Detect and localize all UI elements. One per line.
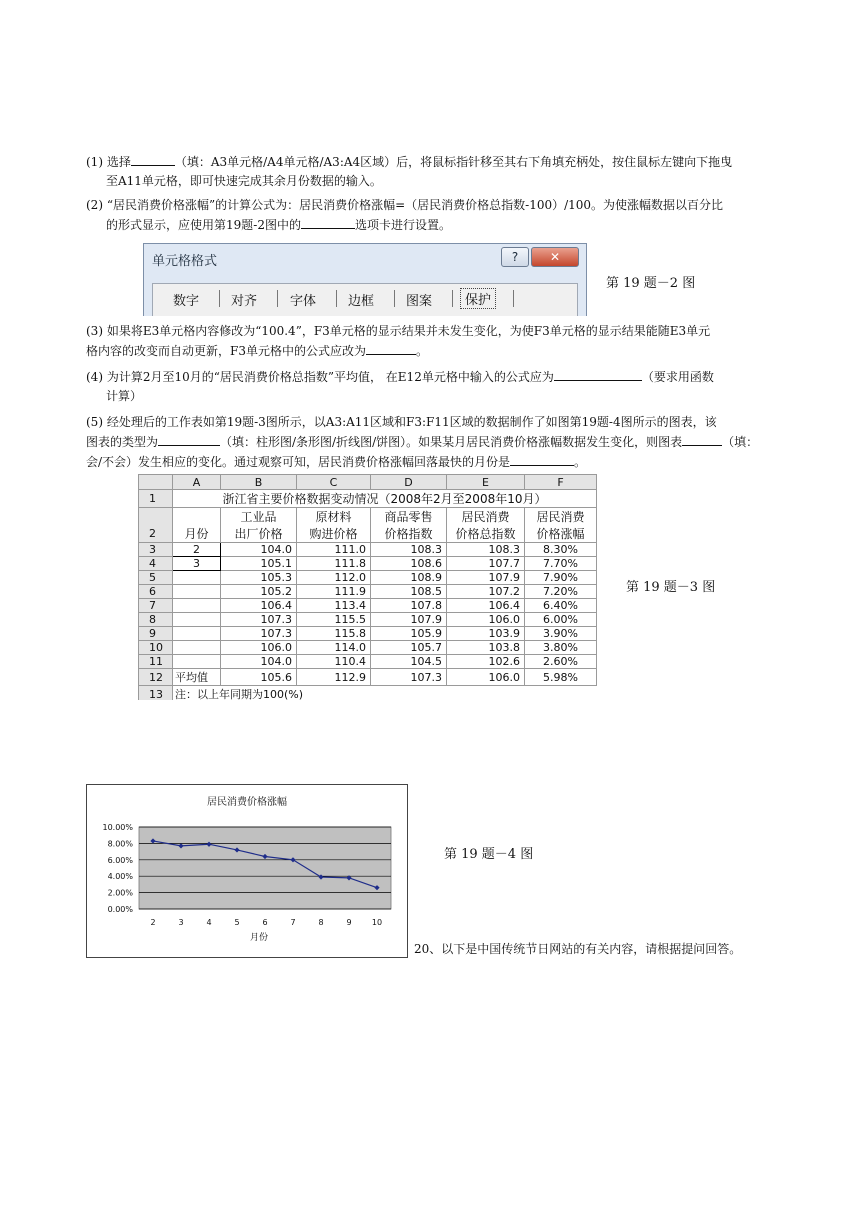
header-cell[interactable]: 价格指数 [371, 525, 447, 543]
value-cell[interactable]: 115.8 [297, 627, 371, 641]
row-header[interactable] [139, 508, 173, 526]
header-cell[interactable]: 原材料 [297, 508, 371, 526]
value-cell[interactable]: 114.0 [297, 641, 371, 655]
table-row [139, 655, 597, 669]
percent-cell[interactable]: 2.60% [525, 655, 597, 669]
value-cell[interactable]: 105.7 [371, 641, 447, 655]
value-cell[interactable]: 106.0 [447, 613, 525, 627]
value-cell[interactable]: 104.5 [371, 655, 447, 669]
value-cell[interactable]: 105.2 [221, 585, 297, 599]
y-tick-label: 4.00% [107, 872, 133, 882]
value-cell[interactable]: 108.6 [371, 557, 447, 571]
row-header[interactable]: 7 [139, 599, 173, 613]
column-header[interactable]: F [525, 475, 597, 490]
table-row [139, 627, 597, 641]
q1-text-a: (1) 选择 [86, 155, 131, 169]
percent-cell[interactable]: 7.70% [525, 557, 597, 571]
header-cell[interactable]: 价格总指数 [447, 525, 525, 543]
header-cell[interactable]: 出厂价格 [221, 525, 297, 543]
value-cell[interactable]: 112.0 [297, 571, 371, 585]
percent-cell[interactable]: 3.80% [525, 641, 597, 655]
dialog-tab-bar [152, 283, 578, 316]
question-1 [86, 152, 786, 191]
tab-divider [219, 290, 220, 307]
q5-text-e: 会/不会）发生相应的变化。通过观察可知，居民消费价格涨幅回落最快的月份是 [86, 455, 511, 469]
percent-cell[interactable]: 8.30% [525, 543, 597, 557]
q3-text-a: (3) 如果将E3单元格内容修改为“100.4”，F3单元格的显示结果并未发生变化，为使F3单元格的显示结果能随E3单元 [86, 324, 711, 338]
value-cell[interactable]: 108.5 [371, 585, 447, 599]
answer-blank-6[interactable] [682, 432, 722, 446]
header-cell[interactable]: 居民消费 [447, 508, 525, 526]
q5-text-a: (5) 经处理后的工作表如第19题-3图所示，以A3:A11区域和F3:F11区域的数据制作了如图第19题-4图所示的图表，该 [86, 415, 717, 429]
q2-text-a: (2) “居民消费价格涨幅”的计算公式为：居民消费价格涨幅=（居民消费价格总指数-100）/100。为使涨幅数据以百分比 [86, 198, 724, 212]
value-cell[interactable]: 105.3 [221, 571, 297, 585]
price-table [138, 474, 597, 700]
help-button[interactable]: ? [501, 247, 529, 267]
header-cell[interactable]: 价格涨幅 [525, 525, 597, 543]
corner-cell[interactable] [139, 475, 173, 490]
value-cell[interactable]: 105.1 [221, 557, 297, 571]
value-cell[interactable]: 107.3 [221, 627, 297, 641]
percent-cell[interactable]: 3.90% [525, 627, 597, 641]
value-cell[interactable]: 105.9 [371, 627, 447, 641]
value-cell[interactable]: 108.9 [371, 571, 447, 585]
x-tick-label: 10 [371, 918, 383, 927]
x-tick-label: 5 [234, 918, 240, 927]
percent-cell[interactable]: 7.20% [525, 585, 597, 599]
x-tick-label: 6 [262, 918, 268, 927]
month-cell[interactable] [173, 627, 221, 641]
value-cell[interactable]: 108.3 [447, 543, 525, 557]
value-cell[interactable]: 107.3 [371, 669, 447, 686]
value-cell[interactable]: 107.3 [221, 613, 297, 627]
row-header[interactable]: 5 [139, 571, 173, 585]
tab-divider [452, 290, 453, 307]
value-cell[interactable]: 102.6 [447, 655, 525, 669]
cell-format-dialog [143, 243, 587, 316]
q3-text-b: 格内容的改变而自动更新，F3单元格中的公式应改为 [86, 344, 366, 358]
tab-alignment[interactable]: 对齐 [231, 294, 258, 309]
percent-cell[interactable]: 6.00% [525, 613, 597, 627]
tab-number[interactable]: 数字 [173, 294, 200, 309]
value-cell[interactable]: 107.9 [371, 613, 447, 627]
x-tick-label: 4 [206, 918, 212, 927]
month-cell[interactable] [173, 571, 221, 585]
row-header[interactable]: 9 [139, 627, 173, 641]
q2-text-b: 的形式显示，应使用第19题-2图中的 [106, 218, 301, 232]
x-tick-label: 8 [318, 918, 324, 927]
header-cell[interactable] [173, 508, 221, 526]
month-cell[interactable] [173, 585, 221, 599]
value-cell[interactable]: 106.4 [447, 599, 525, 613]
value-cell[interactable]: 108.3 [371, 543, 447, 557]
value-cell[interactable]: 111.8 [297, 557, 371, 571]
value-cell[interactable]: 111.9 [297, 585, 371, 599]
q4-text-a: (4) 为计算2月至10月的“居民消费价格总指数”平均值， 在E12单元格中输入的公式应为 [86, 370, 554, 384]
percent-cell[interactable]: 6.40% [525, 599, 597, 613]
value-cell[interactable]: 104.0 [221, 543, 297, 557]
dialog-title: 单元格格式 [152, 254, 218, 269]
row-header[interactable]: 6 [139, 585, 173, 599]
row-header[interactable]: 11 [139, 655, 173, 669]
q5-text-d: （填： [722, 435, 759, 449]
y-tick-label: 10.00% [102, 823, 133, 832]
column-header[interactable]: B [221, 475, 297, 490]
question-5 [86, 413, 798, 472]
row-header[interactable]: 3 [139, 543, 173, 557]
table-row [139, 571, 597, 585]
table-row [139, 543, 597, 557]
table-row [139, 585, 597, 599]
x-tick-label: 2 [150, 918, 156, 927]
value-cell[interactable]: 105.6 [221, 669, 297, 686]
x-tick-label: 3 [178, 918, 184, 927]
value-cell[interactable]: 107.7 [447, 557, 525, 571]
column-header[interactable]: E [447, 475, 525, 490]
plot-area [139, 827, 391, 909]
value-cell[interactable]: 111.0 [297, 543, 371, 557]
percent-cell[interactable]: 7.90% [525, 571, 597, 585]
q3-text-c: 。 [415, 344, 428, 358]
table-row [139, 557, 597, 571]
table-row [139, 641, 597, 655]
header-cell[interactable]: 购进价格 [297, 525, 371, 543]
value-cell[interactable]: 115.5 [297, 613, 371, 627]
q2-text-c: 选项卡进行设置。 [354, 218, 451, 232]
question-20-text: 20、以下是中国传统节日网站的有关内容，请根据提问回答。 [414, 942, 742, 956]
header-cell[interactable]: 居民消费 [525, 508, 597, 526]
month-cell[interactable] [173, 641, 221, 655]
answer-blank-7[interactable] [510, 452, 574, 466]
month-cell[interactable] [173, 613, 221, 627]
tab-divider [394, 290, 395, 307]
month-cell[interactable] [173, 655, 221, 669]
tab-font[interactable]: 字体 [290, 294, 317, 309]
month-cell[interactable]: 2 [173, 543, 221, 557]
table-row [139, 686, 597, 701]
q4-text-b: （要求用函数 [641, 370, 714, 384]
y-tick-label: 2.00% [107, 888, 133, 898]
value-cell[interactable]: 112.9 [297, 669, 371, 686]
row-header[interactable]: 4 [139, 557, 173, 571]
value-cell[interactable]: 106.4 [221, 599, 297, 613]
tab-pattern[interactable]: 图案 [406, 294, 433, 309]
tab-divider [336, 290, 337, 307]
row-header[interactable]: 8 [139, 613, 173, 627]
fig4-caption: 第 19 题－4 图 [444, 847, 534, 862]
y-tick-label: 8.00% [107, 839, 133, 849]
value-cell[interactable]: 106.0 [221, 641, 297, 655]
row-header[interactable]: 12 [139, 669, 173, 686]
question-3 [86, 322, 796, 361]
value-cell[interactable]: 103.9 [447, 627, 525, 641]
table-row [139, 490, 597, 508]
tab-border[interactable]: 边框 [348, 294, 375, 309]
value-cell[interactable]: 104.0 [221, 655, 297, 669]
header-cell[interactable]: 月份 [173, 525, 221, 543]
tab-divider [513, 290, 514, 307]
spreadsheet [138, 474, 598, 700]
table-row [139, 525, 597, 543]
row-header[interactable]: 10 [139, 641, 173, 655]
row-header[interactable]: 1 [139, 490, 173, 508]
table-row [139, 508, 597, 526]
value-cell[interactable]: 113.4 [297, 599, 371, 613]
answer-blank-4[interactable] [554, 367, 642, 381]
answer-blank-2[interactable] [301, 215, 355, 229]
percent-cell[interactable]: 5.98% [525, 669, 597, 686]
month-cell[interactable] [173, 599, 221, 613]
sheet-title-cell[interactable]: 浙江省主要价格数据变动情况（2008年2月至2008年10月） [173, 490, 597, 508]
table-row [139, 669, 597, 686]
fig2-caption: 第 19 题－2 图 [606, 276, 696, 291]
question-4 [86, 367, 796, 406]
header-cell[interactable]: 工业品 [221, 508, 297, 526]
close-button[interactable]: ✕ [531, 247, 579, 267]
value-cell[interactable]: 107.2 [447, 585, 525, 599]
chart-svg [87, 785, 407, 957]
q5-text-c: （填：柱形图/条形图/折线图/饼图）。如果某月居民消费价格涨幅数据发生变化，则图表 [220, 435, 683, 449]
column-header[interactable]: A [173, 475, 221, 490]
x-axis-label: 月份 [249, 933, 269, 943]
answer-blank-1[interactable] [131, 152, 175, 166]
column-header[interactable]: D [371, 475, 447, 490]
value-cell[interactable]: 107.8 [371, 599, 447, 613]
x-tick-label: 9 [346, 918, 352, 927]
value-cell[interactable]: 107.9 [447, 571, 525, 585]
month-cell[interactable]: 平均值 [173, 669, 221, 686]
value-cell[interactable]: 103.8 [447, 641, 525, 655]
line-chart[interactable] [86, 784, 408, 958]
answer-blank-3[interactable] [366, 341, 416, 355]
chart-title: 居民消费价格涨幅 [207, 797, 287, 808]
table-row [139, 599, 597, 613]
question-2 [86, 196, 796, 235]
row-header[interactable]: 2 [139, 525, 173, 543]
y-tick-label: 6.00% [107, 855, 133, 865]
value-cell[interactable]: 106.0 [447, 669, 525, 686]
value-cell[interactable]: 110.4 [297, 655, 371, 669]
data-rows [139, 543, 597, 686]
header-cell[interactable]: 商品零售 [371, 508, 447, 526]
month-cell[interactable]: 3 [173, 557, 221, 571]
row-header[interactable]: 13 [139, 686, 173, 701]
table-row [139, 613, 597, 627]
q4-text-c: 计算） [106, 389, 143, 403]
tab-divider [277, 290, 278, 307]
y-tick-label: 0.00% [107, 905, 133, 914]
tab-protection[interactable]: 保护 [460, 288, 496, 309]
fig3-caption: 第 19 题－3 图 [626, 580, 716, 595]
answer-blank-5[interactable] [158, 432, 220, 446]
q1-text-b: （填：A3单元格/A4单元格/A3:A4区域）后，将鼠标指针移至其右下角填充柄处，按住鼠标左键向下拖曳 [174, 155, 733, 169]
q1-text-c: 至A11单元格，即可快速完成其余月份数据的输入。 [106, 174, 382, 188]
column-header-row [139, 475, 597, 490]
q5-text-b: 图表的类型为 [86, 435, 159, 449]
note-cell[interactable]: 注：以上年同期为100(%) [173, 686, 597, 701]
q5-text-f: 。 [574, 455, 587, 469]
column-header[interactable]: C [297, 475, 371, 490]
x-tick-label: 7 [290, 918, 296, 927]
